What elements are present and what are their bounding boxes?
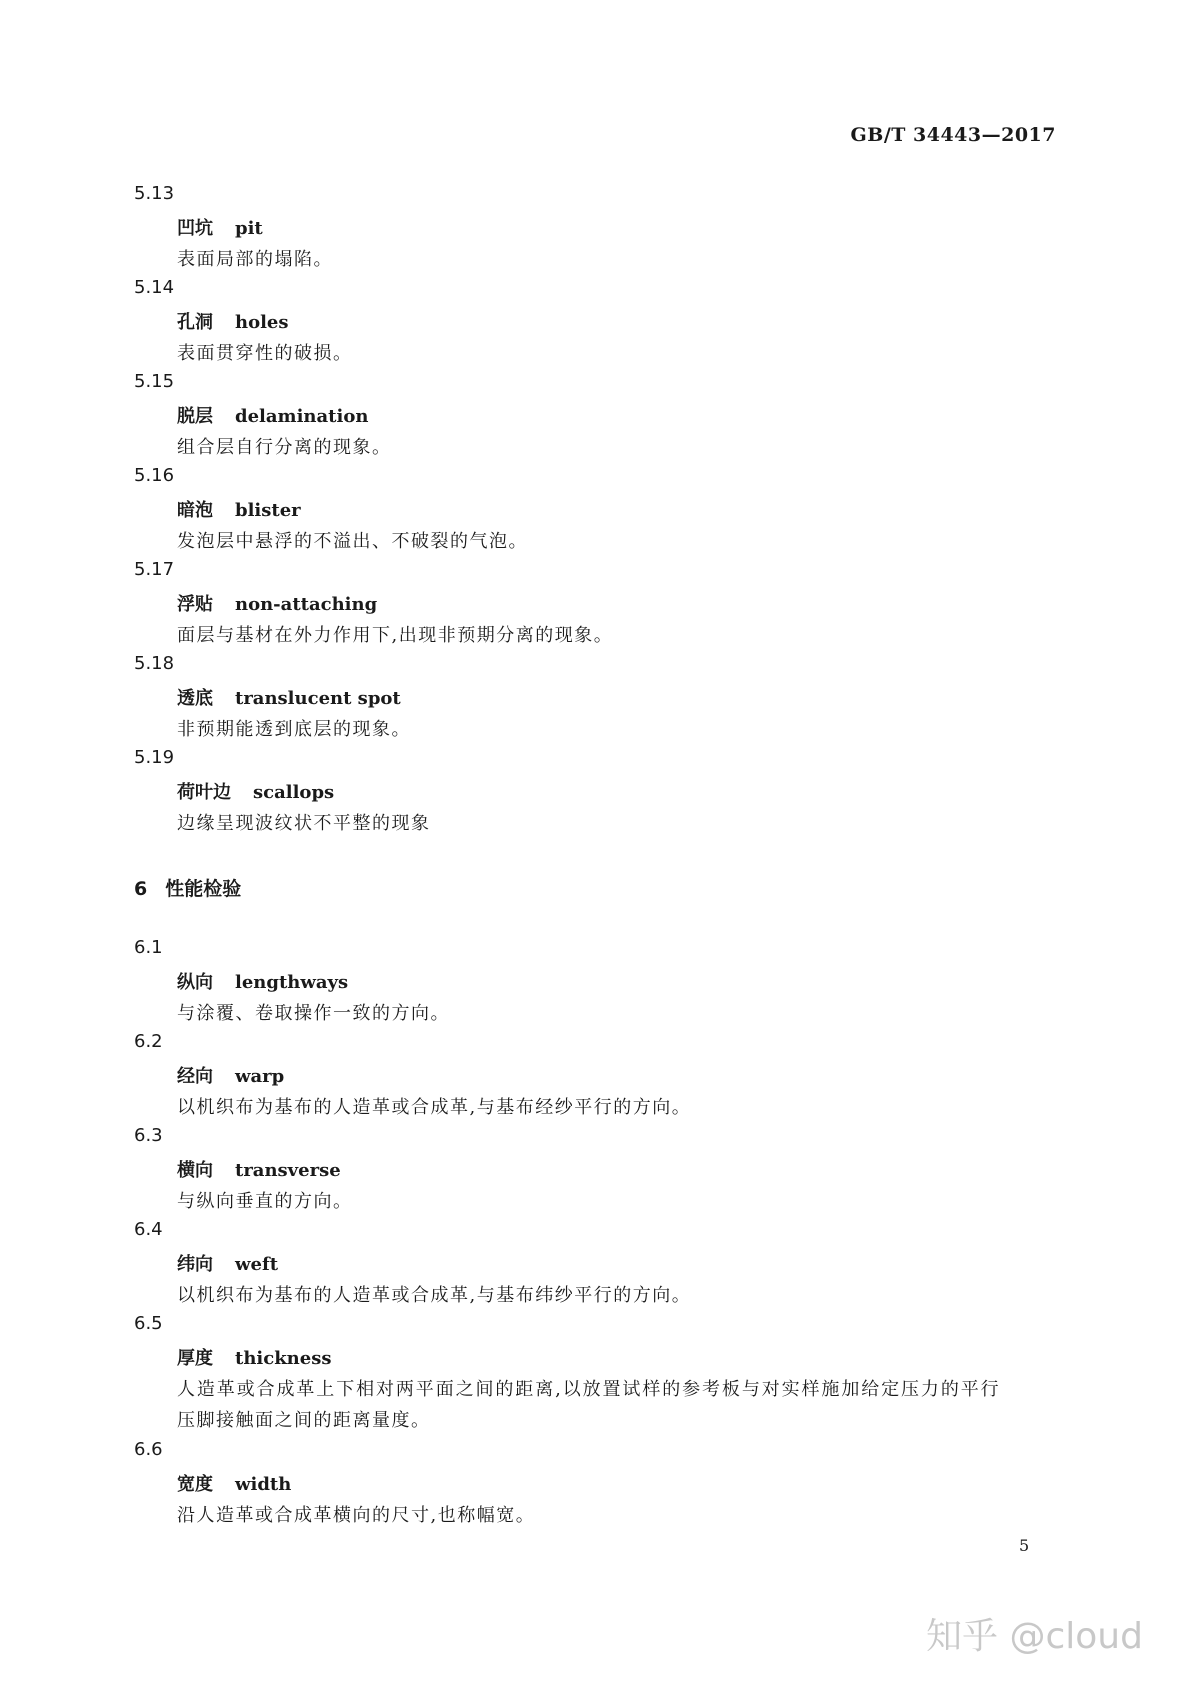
term-title xyxy=(177,496,301,522)
clause-number: 6.3 xyxy=(134,1125,163,1146)
clause-number: 6.4 xyxy=(134,1219,163,1240)
term-en: non-attaching xyxy=(235,594,378,615)
clause-number: 5.13 xyxy=(134,183,175,204)
term-title xyxy=(177,214,263,240)
term-en: blister xyxy=(235,500,301,521)
term-zh: 脱层 xyxy=(177,406,213,427)
term-zh: 孔洞 xyxy=(177,312,213,333)
clause-number: 5.15 xyxy=(134,371,175,392)
term-en: warp xyxy=(235,1066,285,1087)
term-definition: 人造革或合成革上下相对两平面之间的距离,以放置试样的参考板与对实样施加给定压力的平行 xyxy=(177,1379,1001,1400)
clause-number: 5.14 xyxy=(134,277,175,298)
term-definition: 面层与基材在外力作用下,出现非预期分离的现象。 xyxy=(177,625,614,646)
clause-number: 5.19 xyxy=(134,747,175,768)
term-zh: 横向 xyxy=(177,1160,213,1181)
term-zh: 透底 xyxy=(177,688,213,709)
term-title xyxy=(177,1250,278,1276)
term-definition: 与纵向垂直的方向。 xyxy=(177,1191,353,1212)
term-en: holes xyxy=(235,312,289,333)
watermark: 知乎 @cloud xyxy=(926,1616,1143,1657)
clause-number: 5.16 xyxy=(134,465,175,486)
clause-number: 6.5 xyxy=(134,1313,163,1334)
term-en: thickness xyxy=(235,1348,332,1369)
term-definition: 表面贯穿性的破损。 xyxy=(177,343,353,364)
term-title xyxy=(177,1470,291,1496)
term-title xyxy=(177,402,368,428)
term-title xyxy=(177,968,348,994)
page-number: 5 xyxy=(1019,1536,1030,1555)
term-en: width xyxy=(235,1474,292,1495)
term-definition: 以机织布为基布的人造革或合成革,与基布经纱平行的方向。 xyxy=(177,1097,692,1118)
term-definition: 组合层自行分离的现象。 xyxy=(177,437,392,458)
section-number: 6 xyxy=(134,878,148,900)
term-en: transverse xyxy=(235,1160,341,1181)
term-title xyxy=(177,1062,284,1088)
term-zh: 经向 xyxy=(177,1066,213,1087)
term-zh: 宽度 xyxy=(177,1474,213,1495)
term-definition: 边缘呈现波纹状不平整的现象 xyxy=(177,813,431,834)
term-title xyxy=(177,684,401,710)
section-title: 性能检验 xyxy=(165,878,242,900)
term-zh: 纬向 xyxy=(177,1254,213,1275)
term-definition-continued: 压脚接触面之间的距离量度。 xyxy=(177,1410,431,1431)
section-heading xyxy=(134,874,241,901)
term-zh: 凹坑 xyxy=(177,218,213,239)
term-en: scallops xyxy=(253,782,335,803)
term-title xyxy=(177,590,377,616)
term-definition: 沿人造革或合成革横向的尺寸,也称幅宽。 xyxy=(177,1505,536,1526)
term-zh: 荷叶边 xyxy=(177,782,231,803)
term-title xyxy=(177,778,334,804)
term-zh: 浮贴 xyxy=(177,594,213,615)
clause-number: 6.6 xyxy=(134,1439,163,1460)
term-zh: 暗泡 xyxy=(177,500,213,521)
term-title xyxy=(177,1156,341,1182)
term-definition: 发泡层中悬浮的不溢出、不破裂的气泡。 xyxy=(177,531,528,552)
clause-number: 6.1 xyxy=(134,937,163,958)
clause-number: 5.18 xyxy=(134,653,175,674)
term-definition: 表面局部的塌陷。 xyxy=(177,249,333,270)
term-zh: 纵向 xyxy=(177,972,213,993)
term-definition: 与涂覆、卷取操作一致的方向。 xyxy=(177,1003,450,1024)
term-zh: 厚度 xyxy=(177,1348,213,1369)
clause-number: 5.17 xyxy=(134,559,175,580)
term-definition: 以机织布为基布的人造革或合成革,与基布纬纱平行的方向。 xyxy=(177,1285,692,1306)
term-en: pit xyxy=(235,218,263,239)
document-code-header: GB/T 34443—2017 xyxy=(850,124,1056,146)
term-definition: 非预期能透到底层的现象。 xyxy=(177,719,411,740)
term-en: weft xyxy=(235,1254,279,1275)
term-en: translucent spot xyxy=(235,688,401,709)
term-title xyxy=(177,1344,331,1370)
term-en: delamination xyxy=(235,406,369,427)
clause-number: 6.2 xyxy=(134,1031,163,1052)
term-title xyxy=(177,308,289,334)
term-en: lengthways xyxy=(235,972,349,993)
